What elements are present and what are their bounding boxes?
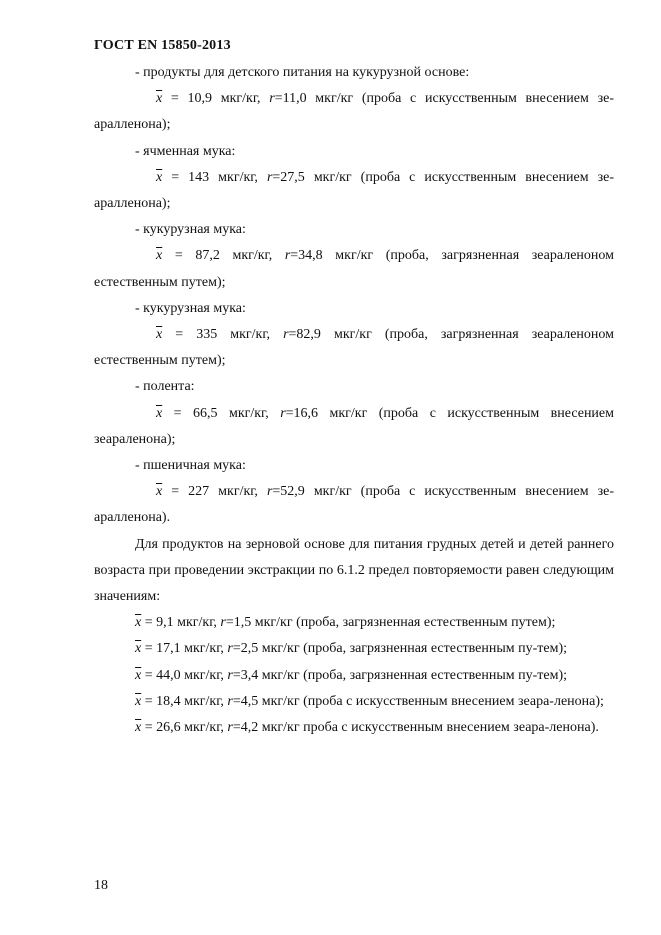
list-item-header: [94, 296, 614, 322]
formula-line: [94, 401, 614, 453]
equals-sign: =: [141, 615, 157, 631]
list-item-label: - кукурузная мука:: [135, 222, 246, 238]
list-item-header: [94, 139, 614, 165]
equals-sign: =: [162, 405, 194, 421]
mean-value: 335 мкг/кг,: [196, 327, 284, 343]
r-value-text: =27,5 мкг/кг (проба с искусственным внесением зе-аралленона);: [94, 169, 615, 212]
r-symbol: r: [266, 484, 273, 500]
document-header: ГОСТ EN 15850-2013: [94, 38, 231, 53]
mean-value: 26,6 мкг/кг,: [156, 720, 228, 736]
equals-sign: =: [162, 327, 197, 343]
r-value-text: =4,2 мкг/кг проба с искусственным внесением зеара-ленона).: [232, 720, 599, 736]
list-item-label: - полента:: [135, 379, 195, 395]
equals-sign: =: [141, 641, 157, 657]
list-item-label: - ячменная мука:: [135, 143, 236, 159]
equals-sign: =: [162, 169, 189, 185]
mean-value: 18,4 мкг/кг,: [156, 693, 228, 709]
equals-sign: =: [162, 484, 189, 500]
mean-symbol: $\overline{x}$: [135, 667, 142, 683]
body-text: [94, 60, 614, 741]
mean-symbol: $\overline{x}$: [156, 327, 163, 343]
mean-symbol: $\overline{x}$: [156, 169, 163, 185]
r-symbol: r: [227, 693, 233, 709]
mean-value: 143 мкг/кг,: [188, 169, 267, 185]
r-symbol: r: [227, 641, 233, 657]
paragraph: [94, 532, 614, 611]
mean-value: 87,2 мкг/кг,: [195, 248, 285, 264]
formula-line: [94, 243, 614, 295]
page-number: 18: [94, 878, 108, 893]
mean-symbol: $\overline{x}$: [135, 641, 142, 657]
mean-symbol: $\overline{x}$: [156, 91, 163, 107]
formula-line: [94, 636, 614, 662]
mean-value: 17,1 мкг/кг,: [156, 641, 228, 657]
r-value-text: =52,9 мкг/кг (проба с искусственным внесением зе-аралленона).: [94, 484, 615, 526]
r-symbol: r: [269, 91, 275, 107]
list-item-header: [94, 60, 614, 86]
r-symbol: r: [283, 327, 289, 343]
mean-value: 9,1 мкг/кг,: [156, 615, 221, 631]
equals-sign: =: [141, 720, 157, 736]
formula-line: [94, 165, 614, 217]
r-value-text: =2,5 мкг/кг (проба, загрязненная естественным пу-тем);: [232, 641, 568, 657]
formula-line: [94, 322, 614, 374]
mean-symbol: $\overline{x}$: [156, 248, 163, 264]
mean-value: 66,5 мкг/кг,: [193, 405, 281, 421]
equals-sign: =: [162, 91, 188, 107]
r-symbol: r: [227, 720, 233, 736]
paragraph-text: Для продуктов на зерновой основе для питания грудных детей и детей раннего возраста при проведении экстракции по 6.1.2 предел повторяемости равен следующим значениям:: [94, 536, 614, 605]
list-item-label: - продукты для детского питания на кукурузной основе:: [135, 65, 470, 80]
r-value-text: =16,6 мкг/кг (проба с искусственным внесением зеараленона);: [94, 405, 614, 447]
mean-value: 44,0 мкг/кг,: [156, 667, 228, 683]
formula-line: [94, 715, 614, 741]
mean-symbol: $\overline{x}$: [135, 615, 142, 631]
mean-value: 227 мкг/кг,: [188, 484, 267, 500]
list-item-header: [94, 374, 614, 400]
formula-line: [94, 479, 614, 531]
r-value-text: =34,8 мкг/кг (проба, загрязненная зеараленоном естественным путем);: [94, 248, 614, 290]
r-symbol: r: [220, 615, 226, 631]
list-item-label: - кукурузная мука:: [135, 300, 246, 316]
r-value-text: =11,0 мкг/кг (проба с искусственным внесением зе-аралленона);: [94, 91, 614, 133]
formula-line: [94, 610, 614, 636]
mean-value: 10,9 мкг/кг,: [187, 91, 270, 107]
formula-line: [94, 86, 614, 138]
mean-symbol: $\overline{x}$: [156, 484, 163, 500]
r-symbol: r: [266, 169, 273, 185]
r-value-text: =82,9 мкг/кг (проба, загрязненная зеараленоном естественным путем);: [94, 327, 614, 369]
mean-symbol: $\overline{x}$: [135, 720, 142, 736]
r-value-text: =3,4 мкг/кг (проба, загрязненная естественным пу-тем);: [232, 667, 568, 683]
list-item-header: [94, 217, 614, 243]
formula-line: [94, 663, 614, 689]
r-symbol: r: [227, 667, 233, 683]
mean-symbol: $\overline{x}$: [156, 405, 163, 421]
equals-sign: =: [141, 693, 157, 709]
mean-symbol: $\overline{x}$: [135, 693, 142, 709]
r-value-text: =4,5 мкг/кг (проба с искусственным внесением зеара-ленона);: [232, 693, 604, 709]
list-item-header: [94, 453, 614, 479]
list-item-label: - пшеничная мука:: [135, 458, 246, 474]
equals-sign: =: [141, 667, 157, 683]
formula-line: [94, 689, 614, 715]
r-symbol: r: [280, 405, 286, 421]
r-symbol: r: [284, 248, 291, 264]
equals-sign: =: [162, 248, 196, 264]
r-value-text: =1,5 мкг/кг (проба, загрязненная естественным путем);: [225, 615, 556, 631]
